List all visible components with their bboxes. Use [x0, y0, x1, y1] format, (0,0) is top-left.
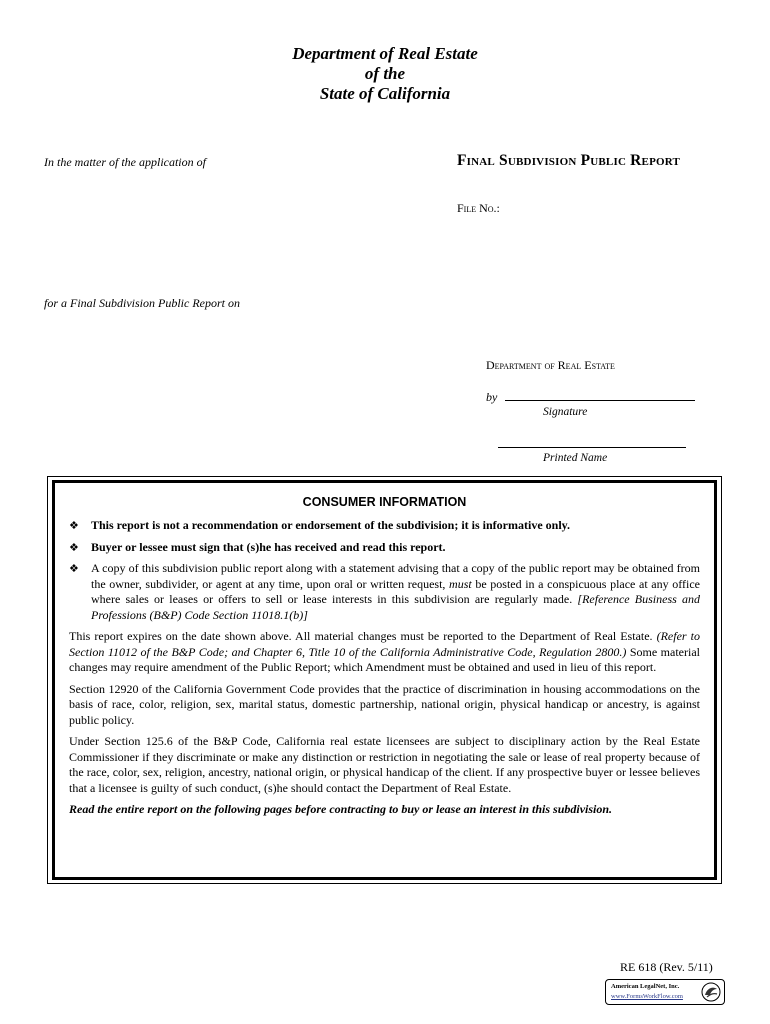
publisher-logo-icon — [701, 982, 721, 1002]
signature-row — [486, 390, 695, 405]
bullet3-must: must — [449, 576, 472, 591]
bullet3-part-a: A copy of this subdivision public report along with a statement advising that a copy of the public report may be obtained from the owner, subdivider, or agent at any time, upon oral or written request, — [91, 561, 700, 591]
by-label: by — [486, 390, 498, 404]
department-label: Department of Real Estate — [486, 358, 615, 372]
printed-name-label: Printed Name — [543, 452, 608, 464]
para1-part-a: This report expires on the date shown above. All material changes must be reported to the Department of Real Estate. — [69, 629, 657, 643]
signature-label: Signature — [543, 406, 588, 418]
publisher-url[interactable]: www.FormsWorkFlow.com — [611, 993, 683, 1000]
diamond-bullet-icon: ❖ — [69, 562, 79, 575]
bullet3-part-b: be posted in a conspicuous place at any office where sales or leases or offers to sell or lease interests in this subdivision are regularly made. — [91, 576, 700, 606]
diamond-bullet-icon: ❖ — [69, 519, 79, 532]
bullet-text — [91, 561, 700, 623]
consumer-info-title: CONSUMER INFORMATION — [302, 495, 467, 509]
bullet-text: This report is not a recommendation or endorsement of the subdivision; it is informative only. — [91, 518, 571, 532]
bullet-text: Buyer or lessee must sign that (s)he has received and read this report. — [91, 539, 446, 554]
report-title: Final Subdivision Public Report — [457, 152, 681, 169]
document-header — [0, 44, 770, 104]
publisher-badge — [605, 979, 725, 1005]
bullet3-reference: [Reference Business and Professions (B&P) Code Section 11018.1(b)] — [91, 592, 700, 622]
licensee-paragraph: Under Section 125.6 of the B&P Code, California real estate licensees are subject to disciplinary action by the Real Estate Commissioner if they discriminate or make any distinction or restriction in negotiating the sale or lease of real property because of the race, color, sex, religion, ancestry, national origin, or physical handicap of the client. If any prospective buyer or lessee believes that a licensee is guilty of such conduct, (s)he should contact the Department of Real Estate. — [69, 734, 700, 795]
for-label: for a Final Subdivision Public Report on — [44, 296, 240, 310]
matter-label: In the matter of the application of — [44, 155, 206, 169]
signature-line[interactable] — [505, 390, 695, 401]
expiration-paragraph — [69, 629, 700, 676]
form-number: RE 618 (Rev. 5/11) — [620, 960, 713, 974]
bullet-item — [69, 540, 700, 556]
diamond-bullet-icon: ❖ — [69, 540, 79, 554]
read-entire-report-notice: Read the entire report on the following pages before contracting to buy or lease an interest in this subdivision. — [69, 802, 613, 816]
discrimination-paragraph: Section 12920 of the California Government Code provides that the practice of discrimination in housing accommodations on the basis of race, color, religion, sex, marital status, domestic partnership, national origin, physical handicap or ancestry, is against public policy. — [69, 681, 700, 727]
publisher-name: American LegalNet, Inc. — [611, 983, 680, 990]
para1-reference: (Refer to Section 11012 of the B&P Code; and Chapter 6, Title 10 of the California Administrative Code, Regulation 2800.) — [69, 629, 700, 659]
header-line-3: State of California — [319, 84, 451, 103]
bullet-item — [69, 518, 700, 534]
header-line-1: Department of Real Estate — [292, 44, 478, 63]
printed-name-line[interactable] — [498, 447, 686, 448]
para1-part-b: Some material changes may require amendment of the Public Report; which Amendment must be obtained and used in lieu of this report. — [69, 644, 700, 674]
file-no-label: File No.: — [457, 201, 500, 215]
bullet-item — [69, 561, 700, 623]
consumer-info-box — [52, 480, 717, 880]
header-line-2: of the — [364, 64, 406, 83]
